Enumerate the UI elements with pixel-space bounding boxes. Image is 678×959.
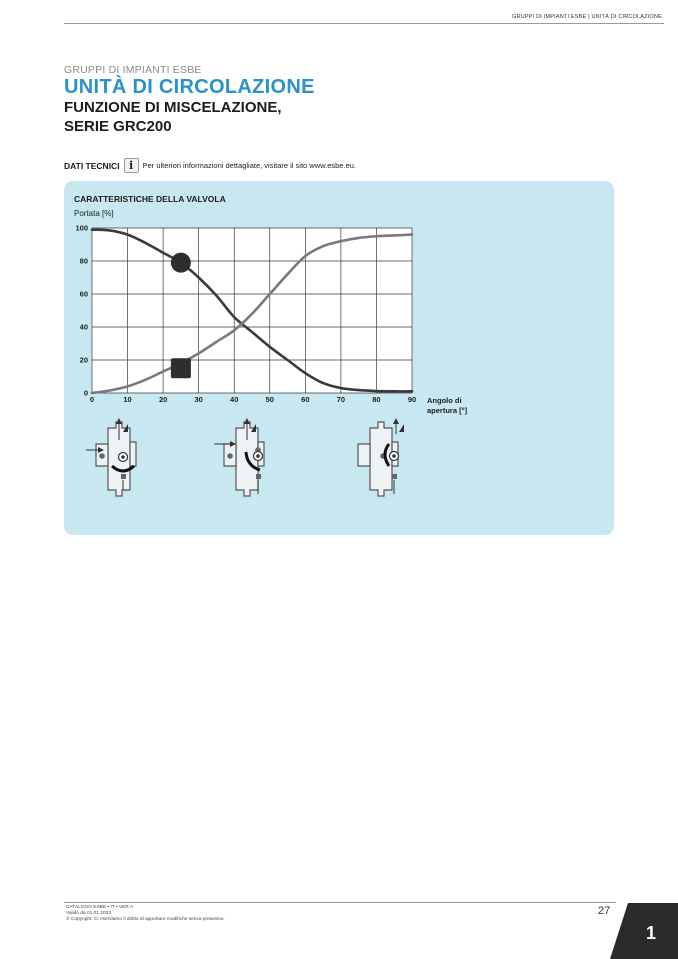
chapter-tab-shape xyxy=(610,903,678,959)
page-title: UNITÀ DI CIRCOLAZIONE xyxy=(64,76,315,98)
tech-data-note: Per ulteriori informazioni dettagliate, visitare il sito www.esbe.eu. xyxy=(142,161,356,170)
info-icon: i xyxy=(124,158,139,173)
x-tick-label: 40 xyxy=(230,395,239,404)
footer-validity: Valido da 01.01.2023 xyxy=(66,911,111,916)
series-marker-circle xyxy=(171,253,191,273)
y-tick-label: 20 xyxy=(79,355,88,365)
y-tick-label: 40 xyxy=(79,322,88,332)
subtitle-line-2: SERIE GRC200 xyxy=(64,118,172,135)
tech-data-label: DATI TECNICI xyxy=(64,160,120,171)
x-axis-label-line-1: Angolo di xyxy=(427,396,462,405)
chart-grid xyxy=(92,228,412,393)
x-tick-label: 50 xyxy=(265,395,274,404)
x-tick-label: 10 xyxy=(123,395,132,404)
x-tick-label: 70 xyxy=(336,395,346,404)
series-marker-square xyxy=(171,358,191,378)
chapter-number: 1 xyxy=(646,923,657,943)
x-axis-label-line-2: apertura [°] xyxy=(427,406,468,415)
y-tick-label: 80 xyxy=(79,256,88,266)
x-tick-label: 0 xyxy=(89,395,95,404)
y-axis-label: Portata [%] xyxy=(74,209,114,218)
page-number: 27 xyxy=(598,905,611,917)
footer-catalog: CATALOGO ESBE • IT • VER A xyxy=(66,905,134,910)
running-head: GRUPPI DI IMPIANTI ESBE | UNITÀ DI CIRCOLAZIONE xyxy=(512,14,662,20)
section-kicker: GRUPPI DI IMPIANTI ESBE xyxy=(64,64,202,76)
panel-title: CARATTERISTICHE DELLA VALVOLA xyxy=(74,194,226,204)
footer-copyright: © Copyright. Ci riserviamo il diritto di apportare modifiche senza preavviso. xyxy=(66,917,225,922)
x-tick-label: 30 xyxy=(194,395,203,404)
subtitle-line-1: FUNZIONE DI MISCELAZIONE, xyxy=(64,99,282,116)
bottom-divider xyxy=(64,902,616,903)
plot-area xyxy=(92,228,412,393)
chapter-tab xyxy=(610,903,678,959)
x-tick-label: 20 xyxy=(158,395,168,404)
valve-icon-closed xyxy=(86,418,136,496)
valve-icon-mixing xyxy=(214,418,264,496)
x-tick-label: 90 xyxy=(407,395,417,404)
y-tick-label: 0 xyxy=(83,388,88,398)
x-tick-label: 80 xyxy=(372,395,381,404)
y-tick-label: 60 xyxy=(79,289,88,299)
x-tick-label: 60 xyxy=(301,395,310,404)
y-tick-label: 100 xyxy=(75,223,88,233)
footer xyxy=(66,905,225,923)
valve-icon-open xyxy=(358,418,404,496)
